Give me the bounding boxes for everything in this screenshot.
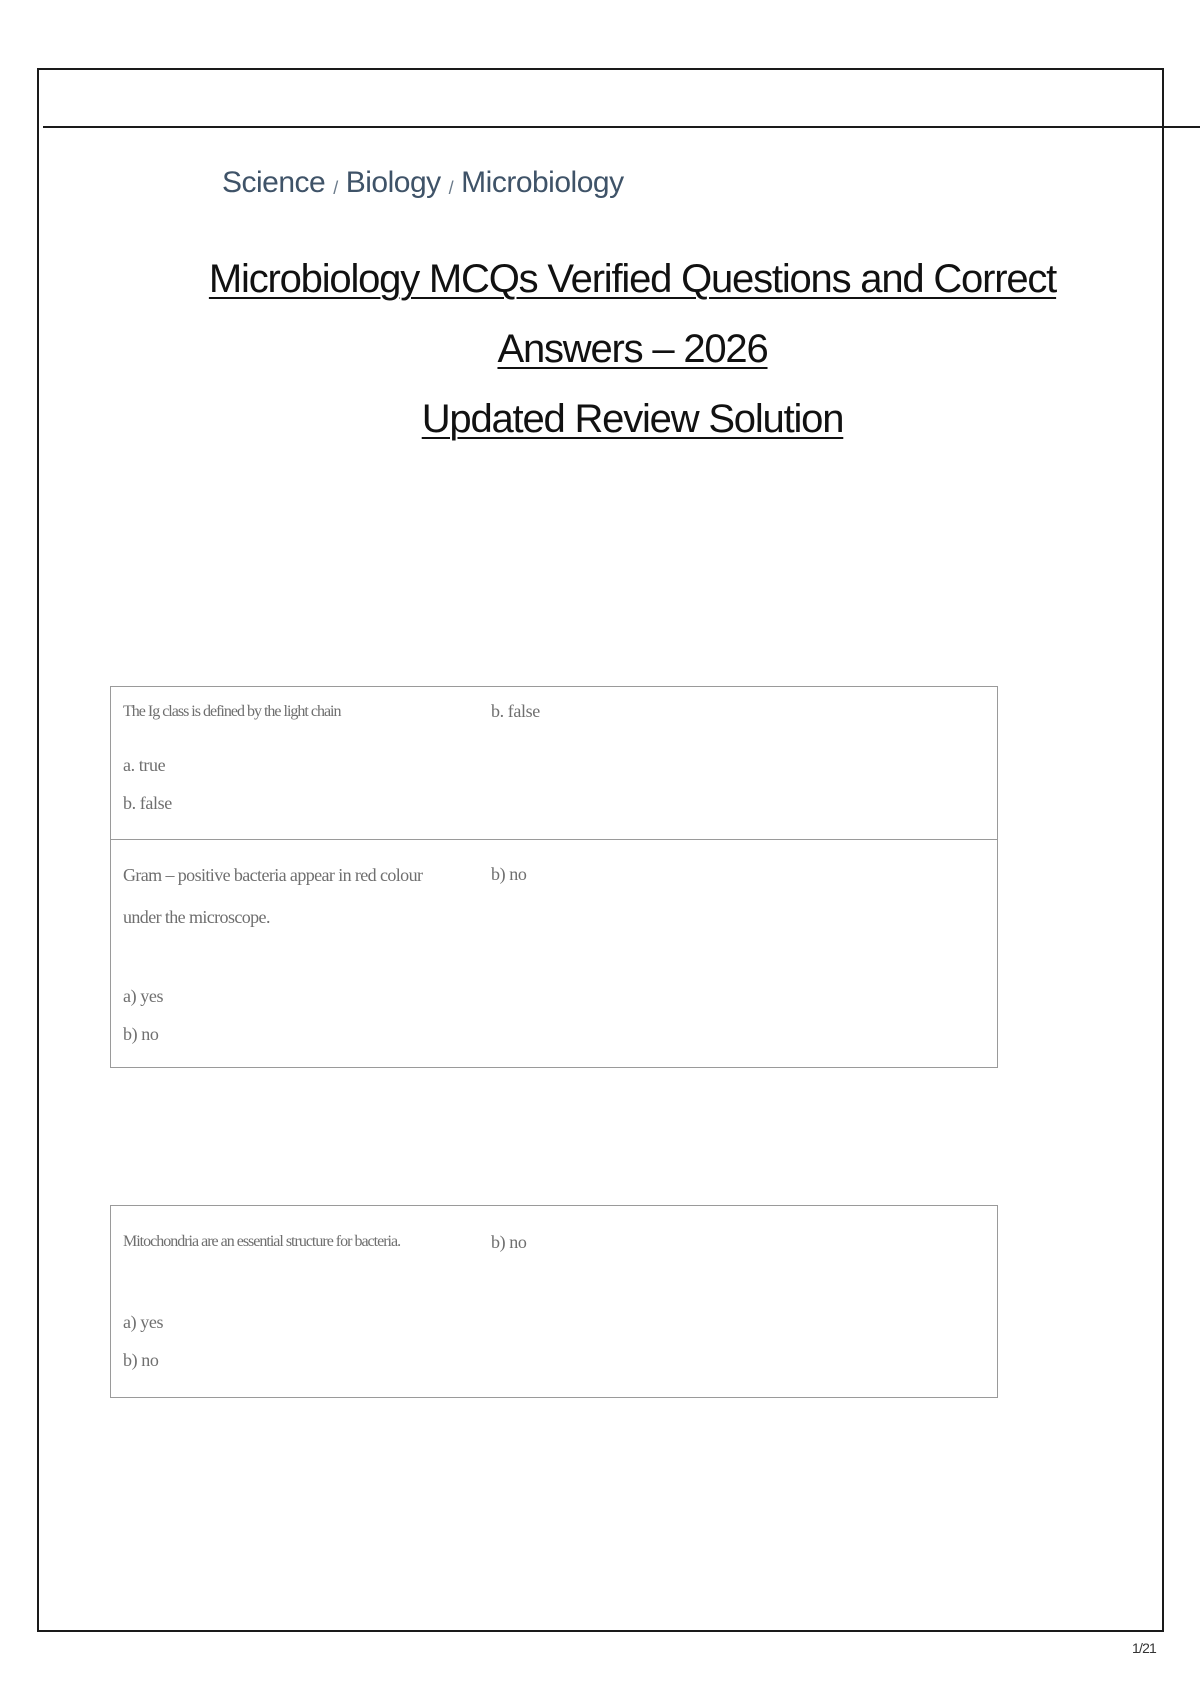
option-a: a. true (123, 755, 166, 775)
breadcrumb-separator: / (333, 178, 338, 198)
title-line-1: Microbiology MCQs Verified Questions and Correct Answers – 2026 (208, 257, 1057, 371)
breadcrumb (222, 166, 624, 200)
header-rule (43, 126, 1200, 128)
option-b: b) no (123, 1350, 159, 1370)
option-a: a) yes (123, 1312, 164, 1332)
breadcrumb-item-biology[interactable]: Biology (345, 166, 441, 199)
page-number: 1/21 (1132, 1640, 1157, 1656)
option-a: a) yes (123, 986, 164, 1006)
title-line-2: Updated Review Solution (421, 397, 844, 441)
answer-text: b) no (491, 864, 527, 884)
page-title (160, 244, 1105, 454)
qa-table-2 (110, 1205, 998, 1398)
option-b: b) no (123, 1024, 159, 1044)
qa-row-2 (111, 840, 997, 1067)
breadcrumb-item-science[interactable]: Science (222, 166, 326, 199)
question-text: Mitochondria are an essential structure for bacteria. (123, 1233, 401, 1250)
breadcrumb-item-microbiology[interactable]: Microbiology (461, 166, 624, 199)
qa-row-1 (111, 687, 997, 840)
qa-table-1 (110, 686, 998, 1068)
option-b: b. false (123, 793, 172, 813)
qa-row-3 (111, 1206, 997, 1397)
question-text: The Ig class is defined by the light chain (123, 703, 341, 720)
breadcrumb-separator: / (448, 178, 454, 198)
answer-text: b. false (491, 701, 540, 721)
answer-text: b) no (491, 1232, 527, 1252)
question-text: Gram – positive bacteria appear in red colour under the microscope. (123, 865, 423, 927)
